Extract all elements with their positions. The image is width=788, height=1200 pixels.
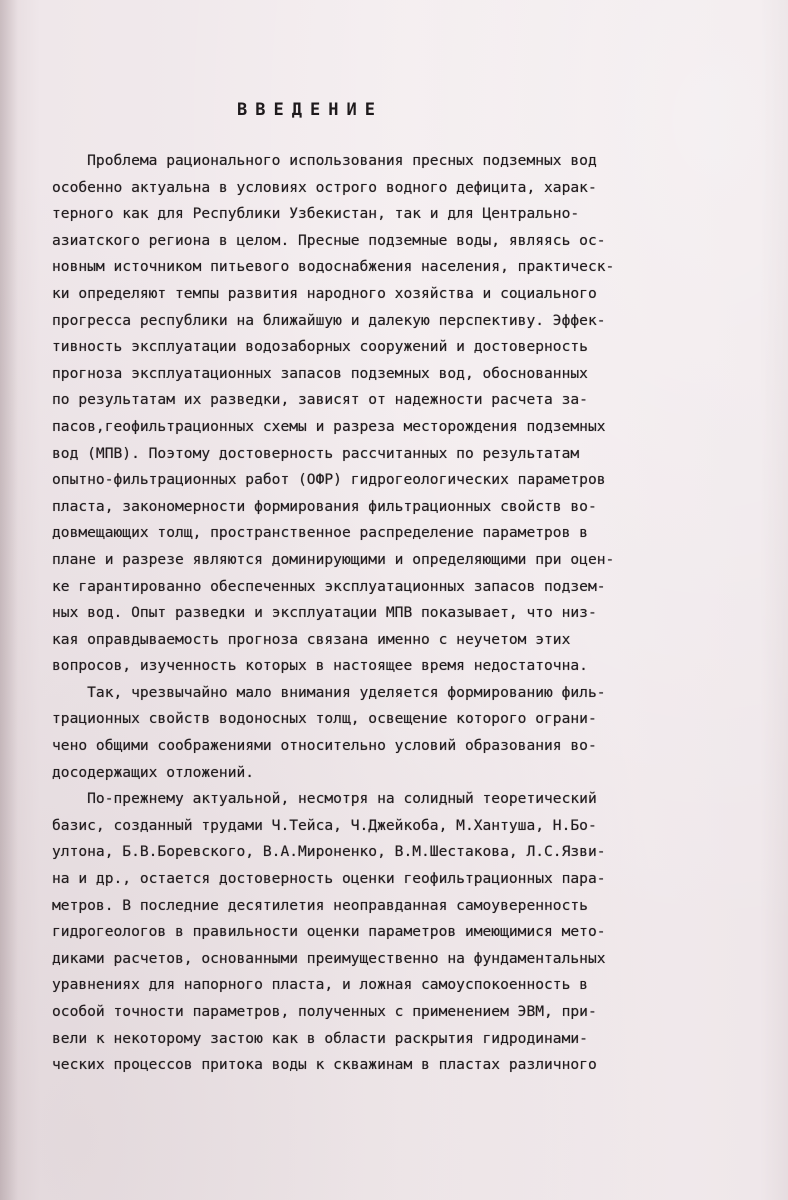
text-line: ултона, Б.В.Боревского, В.А.Мироненко, В.М.Шестакова, Л.С.Язви- <box>52 843 606 861</box>
text-line: вели к некоторому застою как в области раскрытия гидродинами- <box>52 1029 588 1047</box>
body-text <box>52 148 724 1079</box>
text-line: базис, созданный трудами Ч.Тейса, Ч.Джейкоба, М.Хантуша, Н.Бо- <box>52 816 597 834</box>
text-line: По-прежнему актуальной, несмотря на солидный теоретический <box>52 790 597 808</box>
text-line: кая оправдываемость прогноза связана именно с неучетом этих <box>52 630 571 648</box>
text-line: ных вод. Опыт разведки и эксплуатации МПВ показывает, что низ- <box>52 604 597 622</box>
text-line: на и др., остается достоверность оценки геофильтрационных пара- <box>52 870 606 888</box>
text-line: азиатского региона в целом. Пресные подземные воды, являясь ос- <box>52 231 606 249</box>
text-line: гидрогеологов в правильности оценки параметров имеющимися мето- <box>52 923 606 941</box>
text-line: тивность эксплуатации водозаборных сооружений и достоверность <box>52 338 588 356</box>
text-line: пасов,геофильтрационных схемы и разреза месторождения подземных <box>52 417 606 435</box>
text-line: прогноза эксплуатационных запасов подземных вод, обоснованных <box>52 364 588 382</box>
text-line: ке гарантированно обеспеченных эксплуатационных запасов подзем- <box>52 577 606 595</box>
text-line: особенно актуальна в условиях острого водного дефицита, харак- <box>52 178 597 196</box>
text-line: вод (МПВ). Поэтому достоверность рассчитанных по результатам <box>52 444 580 462</box>
page-title: ВВЕДЕНИЕ <box>237 100 383 120</box>
text-line: особой точности параметров, полученных с применением ЭВМ, при- <box>52 1003 597 1020</box>
text-line: Так, чрезвычайно мало внимания уделяется формированию филь- <box>52 683 606 701</box>
text-line: терного как для Республики Узбекистан, так и для Центрально- <box>52 205 580 223</box>
text-line: опытно-фильтрационных работ (ОФР) гидрогеологических параметров <box>52 471 606 489</box>
text-line: пласта, закономерности формирования фильтрационных свойств во- <box>52 497 597 515</box>
text-line: по результатам их разведки, зависят от надежности расчета за- <box>52 391 588 409</box>
text-line: досодержащих отложений. <box>52 763 255 781</box>
text-line: Проблема рационального использования пресных подземных вод <box>52 152 597 169</box>
text-line: довмещающих толщ, пространственное распределение параметров в <box>52 524 588 542</box>
text-line: новным источником питьевого водоснабжения населения, практическ- <box>52 258 615 276</box>
text-line: диками расчетов, основанными преимущественно на фундаментальных <box>52 949 606 967</box>
text-line: прогресса республики на ближайшую и далекую перспективу. Эффек- <box>52 311 606 329</box>
text-line: плане и разрезе являются доминирующими и определяющими при оцен- <box>52 550 615 568</box>
text-line: ки определяют темпы развития народного хозяйства и социального <box>52 284 597 302</box>
text-line: вопросов, изученность которых в настоящее время недостаточна. <box>52 657 588 675</box>
text-line: метров. В последние десятилетия неоправданная самоуверенность <box>52 896 588 914</box>
text-line: ческих процессов притока воды к скважинам в пластах различного <box>52 1056 597 1074</box>
text-line: уравнениях для напорного пласта, и ложная самоуспокоенность в <box>52 976 588 994</box>
text-line: чено общими соображениями относительно условий образования во- <box>52 737 597 755</box>
text-line: трационных свойств водоносных толщ, освещение которого ограни- <box>52 710 597 728</box>
page-edge-shadow <box>0 0 18 1200</box>
